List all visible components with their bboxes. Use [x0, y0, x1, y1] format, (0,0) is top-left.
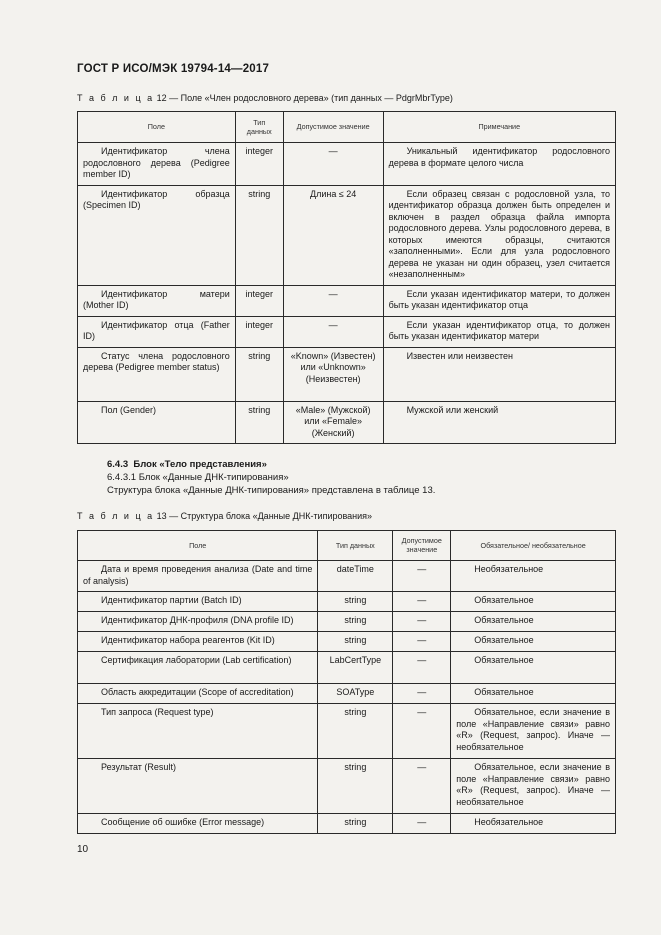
cell-note: Если указан идентификатор отца, то должен быть указан идентификатор матери — [383, 316, 615, 347]
table-row — [78, 684, 616, 704]
cell-type: SOAType — [318, 684, 393, 704]
table13 — [77, 530, 616, 834]
cell-type: string — [318, 612, 393, 632]
table-row — [78, 652, 616, 684]
table12-caption: Т а б л и ц а 12 — Поле «Член родословного дерева» (тип данных — PdgrMbrType) — [77, 93, 453, 103]
cell-type: integer — [235, 143, 283, 186]
column-header: Примечание — [383, 112, 615, 143]
table-row — [78, 759, 616, 814]
cell-note: Известен или неизвестен — [383, 347, 615, 401]
cell-value: — — [393, 684, 451, 704]
cell-required: Обязательное — [451, 632, 616, 652]
cell-required: Обязательное — [451, 612, 616, 632]
column-header: Обязательное/ необязательное — [451, 531, 616, 561]
cell-value: — — [283, 316, 383, 347]
cell-required: Необязательное — [451, 561, 616, 592]
column-header: Допустимое значение — [283, 112, 383, 143]
cell-required: Обязательное, если значение в поле «Направление связи» равно «R» (Request, запрос). Иначе — необязательное — [451, 704, 616, 759]
cell-value: — — [393, 814, 451, 834]
table-row — [78, 143, 616, 186]
table-row — [78, 285, 616, 316]
cell-required: Обязательное — [451, 652, 616, 684]
cell-field: Тип запроса (Request type) — [78, 704, 318, 759]
cell-field: Дата и время проведения анализа (Date and time of analysis) — [78, 561, 318, 592]
cell-value: — — [393, 592, 451, 612]
cell-value: «Known» (Известен) или «Unknown» (Неизвестен) — [283, 347, 383, 401]
cell-value: — — [393, 652, 451, 684]
cell-type: integer — [235, 285, 283, 316]
cell-field: Пол (Gender) — [78, 401, 236, 444]
cell-value: — — [283, 285, 383, 316]
cell-value: — — [393, 704, 451, 759]
table-row — [78, 632, 616, 652]
cell-field: Идентификатор матери (Mother ID) — [78, 285, 236, 316]
cell-field: Идентификатор набора реагентов (Kit ID) — [78, 632, 318, 652]
cell-type: string — [318, 632, 393, 652]
column-header: Поле — [78, 531, 318, 561]
column-header: Тип данных — [318, 531, 393, 561]
column-header: Тип данных — [235, 112, 283, 143]
cell-required: Обязательное — [451, 684, 616, 704]
cell-note: Мужской или женский — [383, 401, 615, 444]
table13-caption: Т а б л и ц а 13 — Структура блока «Данные ДНК-типирования» — [77, 511, 373, 521]
column-header: Поле — [78, 112, 236, 143]
table-row — [78, 347, 616, 401]
table-header-row — [78, 531, 616, 561]
cell-value: Длина ≤ 24 — [283, 185, 383, 285]
cell-type: integer — [235, 316, 283, 347]
cell-field: Идентификатор образца (Specimen ID) — [78, 185, 236, 285]
section-heading: 6.4.3 Блок «Тело представления» — [107, 459, 267, 470]
cell-field: Сообщение об ошибке (Error message) — [78, 814, 318, 834]
table-row — [78, 561, 616, 592]
table-row — [78, 316, 616, 347]
cell-value: — — [393, 759, 451, 814]
section-paragraph: Структура блока «Данные ДНК-типирования» представлена в таблице 13. — [107, 485, 436, 496]
column-header: Допустимое значение — [393, 531, 451, 561]
cell-type: string — [235, 401, 283, 444]
page-number: 10 — [77, 844, 89, 855]
cell-type: string — [235, 185, 283, 285]
cell-value: — — [283, 143, 383, 186]
cell-field: Идентификатор отца (Father ID) — [78, 316, 236, 347]
cell-type: LabCertType — [318, 652, 393, 684]
table-row — [78, 704, 616, 759]
cell-value: «Male» (Мужской) или «Female» (Женский) — [283, 401, 383, 444]
cell-value: — — [393, 632, 451, 652]
cell-note: Если указан идентификатор матери, то должен быть указан идентификатор отца — [383, 285, 615, 316]
cell-required: Обязательное, если значение в поле «Направление связи» равно «R» (Request, запрос). Иначе — необязательное — [451, 759, 616, 814]
cell-type: dateTime — [318, 561, 393, 592]
cell-type: string — [318, 704, 393, 759]
table-header-row — [78, 112, 616, 143]
table-row — [78, 185, 616, 285]
cell-type: string — [318, 759, 393, 814]
table12 — [77, 111, 616, 444]
table-row — [78, 814, 616, 834]
cell-field: Результат (Result) — [78, 759, 318, 814]
cell-required: Обязательное — [451, 592, 616, 612]
cell-field: Идентификатор ДНК-профиля (DNA profile ID) — [78, 612, 318, 632]
cell-note: Если образец связан с родословной узла, то идентификатор образца должен быть определен и включен в раздел образца файла импорта родословного дерева. Узлы родословного дерева, в которых имеются образцы, считаются «заполненными». Если для узла родословного дерева не указан ни один образец, узел считается «незаполненным» — [383, 185, 615, 285]
cell-field: Сертификация лаборатории (Lab certification) — [78, 652, 318, 684]
cell-field: Идентификатор партии (Batch ID) — [78, 592, 318, 612]
subsection-heading: 6.4.3.1 Блок «Данные ДНК-типирования» — [107, 472, 289, 483]
cell-field: Идентификатор члена родословного дерева (Pedigree member ID) — [78, 143, 236, 186]
cell-type: string — [318, 814, 393, 834]
cell-note: Уникальный идентификатор родословного дерева в формате целого числа — [383, 143, 615, 186]
table-row — [78, 401, 616, 444]
table-row — [78, 592, 616, 612]
cell-required: Необязательное — [451, 814, 616, 834]
table-row — [78, 612, 616, 632]
cell-value: — — [393, 612, 451, 632]
cell-value: — — [393, 561, 451, 592]
cell-field: Область аккредитации (Scope of accreditation) — [78, 684, 318, 704]
cell-field: Статус члена родословного дерева (Pedigree member status) — [78, 347, 236, 401]
document-header: ГОСТ Р ИСО/МЭК 19794-14—2017 — [77, 63, 270, 75]
cell-type: string — [318, 592, 393, 612]
cell-type: string — [235, 347, 283, 401]
